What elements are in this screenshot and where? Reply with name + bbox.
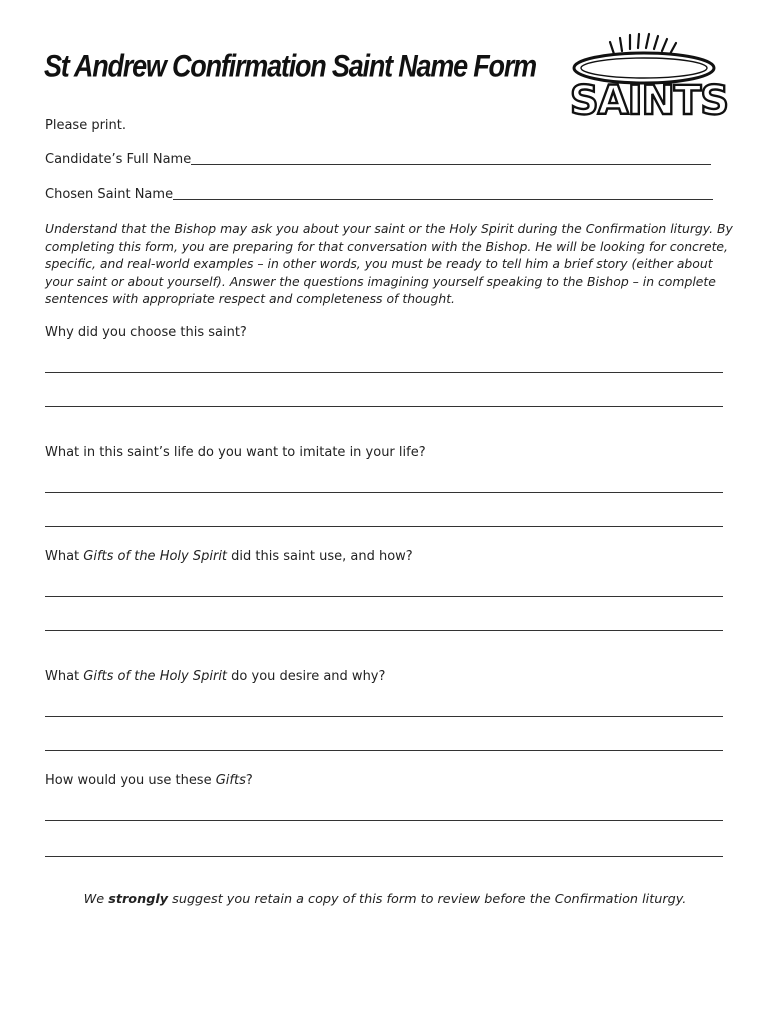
question-gifts-saint-used: What Gifts of the Holy Spirit did this saint use, and how? [45,549,413,564]
full-name-label: Candidate’s Full Name [45,152,192,167]
saints-logo-icon [564,28,736,128]
footer-note: We strongly suggest you retain a copy of this form to review before the Confirmation liturgy. [83,892,687,907]
answer-line[interactable] [45,372,723,373]
answer-line[interactable] [45,716,723,717]
answer-line[interactable] [45,750,723,751]
saint-name-field[interactable] [173,199,713,200]
question-use-gifts: How would you use these Gifts? [45,773,253,788]
answer-line[interactable] [45,596,723,597]
saint-name-label: Chosen Saint Name [45,187,174,202]
answer-line[interactable] [45,820,723,821]
logo-text: SAINTS [569,78,729,124]
question-why-saint: Why did you choose this saint? [45,325,247,340]
intro-paragraph: Understand that the Bishop may ask you about your saint or the Holy Spirit during the Confirmation liturgy. By completing this form, you are preparing for that conversation with the Bishop. He will be looking for concrete, specific, and real-world examples – in other words, you must be ready to tell him a brief story (either about your saint or about yourself). Answer the questions imagining yourself speaking to the Bishop – in complete sentences with appropriate respect and completeness of thought. [45,221,733,307]
answer-line[interactable] [45,856,723,857]
question-gifts-desire: What Gifts of the Holy Spirit do you desire and why? [45,669,386,684]
answer-line[interactable] [45,630,723,631]
page-title: St Andrew Confirmation Saint Name Form [44,48,536,84]
answer-line[interactable] [45,406,723,407]
full-name-field[interactable] [191,164,711,165]
answer-line[interactable] [45,526,723,527]
print-instruction: Please print. [45,118,126,133]
answer-line[interactable] [45,492,723,493]
question-imitate: What in this saint’s life do you want to imitate in your life? [45,445,426,460]
